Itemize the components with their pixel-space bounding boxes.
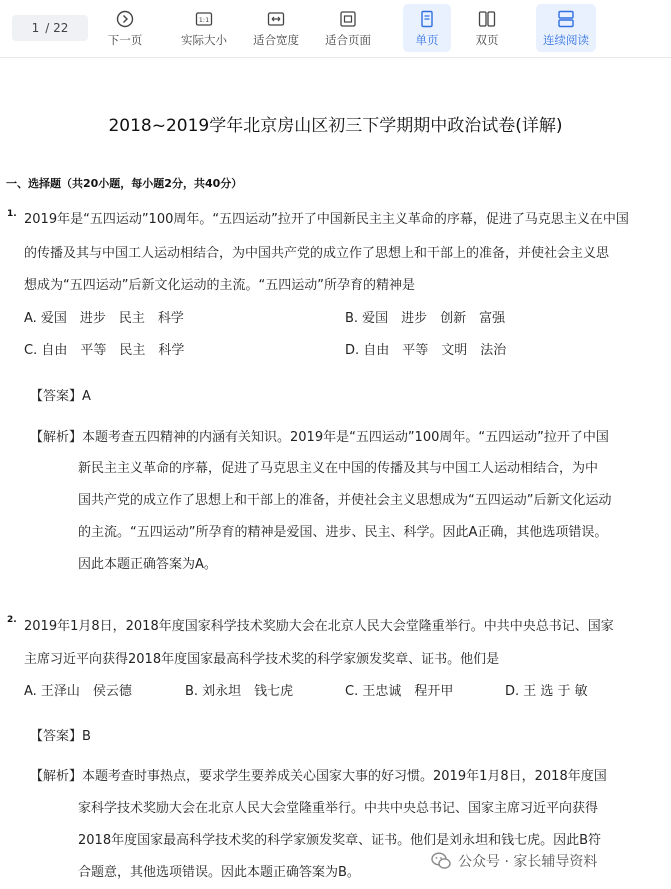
watermark-text: 公众号 · 家长辅导资料 — [458, 854, 598, 870]
continuous-read-label: 连续阅读 — [543, 33, 589, 47]
document-title: 2018~2019学年北京房山区初三下学期期中政治试卷(详解) — [108, 116, 563, 136]
next-page-icon — [115, 9, 135, 29]
continuous-read-icon — [556, 9, 576, 29]
single-page-icon — [417, 9, 437, 29]
svg-text:1:1: 1:1 — [198, 15, 210, 24]
option-c: C. 自由 平等 民主 科学 — [24, 343, 185, 358]
viewer-toolbar — [0, 0, 671, 58]
fit-page-icon — [338, 9, 358, 29]
page-indicator[interactable] — [12, 15, 88, 41]
analysis-line: 新民主主义革命的序幕，促进了马克思主义在中国的传播及其与中国工人运动相结合，为中 — [78, 461, 599, 476]
analysis-line: 因此本题正确答案为A。 — [78, 557, 217, 572]
continuous-read-button[interactable] — [536, 4, 596, 52]
next-page-label: 下一页 — [107, 33, 143, 47]
option-d: D. 王 选 于 敏 — [505, 684, 588, 699]
actual-size-icon — [194, 9, 214, 29]
option-c: C. 王忠诚 程开甲 — [345, 684, 454, 699]
option-b: B. 刘永坦 钱七虎 — [185, 684, 294, 699]
fit-width-button[interactable] — [246, 4, 306, 52]
analysis-line: 合题意，其他选项错误。因此本题正确答案为B。 — [78, 865, 360, 880]
answer-line: 【答案】A — [30, 389, 91, 404]
question-stem-line: 想成为“五四运动”后新文化运动的主流。“五四运动”所孕育的精神是 — [24, 278, 415, 293]
answer-line: 【答案】B — [30, 729, 91, 744]
wechat-watermark — [430, 848, 597, 874]
section-heading: 一、选择题（共20小题，每小题2分，共40分） — [6, 177, 243, 190]
question-number: 2. — [7, 615, 17, 625]
single-page-label: 单页 — [415, 33, 439, 47]
question-stem-line: 主席习近平向获得2018年度国家最高科学技术奖的科学家颁发奖章、证书。他们是 — [24, 652, 500, 667]
question-number: 1. — [7, 209, 17, 219]
fit-page-button[interactable] — [318, 4, 378, 52]
analysis-line: 2018年度国家最高科学技术奖的科学家颁发奖章、证书。他们是刘永坦和钱七虎。因此B符 — [78, 833, 602, 848]
current-page-input[interactable]: 1 — [31, 21, 40, 35]
option-a: A. 爱国 进步 民主 科学 — [24, 311, 184, 326]
question-stem-line: 2019年是“五四运动”100周年。“五四运动”拉开了中国新民主主义革命的序幕，促进了马克思主义在中国 — [24, 212, 629, 227]
actual-size-label: 实际大小 — [181, 33, 227, 47]
option-b: B. 爱国 进步 创新 富强 — [345, 311, 506, 326]
single-page-button[interactable] — [403, 4, 451, 52]
wechat-icon — [430, 850, 452, 872]
double-page-label: 双页 — [475, 33, 499, 47]
analysis-line: 国共产党的成立作了思想上和干部上的准备，并使社会主义思想成为“五四运动”后新文化运动 — [78, 493, 612, 508]
analysis-line: 家科学技术奖励大会在北京人民大会堂隆重举行。中共中央总书记、国家主席习近平向获得 — [78, 801, 599, 816]
analysis-line: 的主流。“五四运动”所孕育的精神是爱国、进步、民主、科学。因此A正确，其他选项错误。 — [78, 525, 608, 540]
double-page-icon — [477, 9, 497, 29]
fit-page-label: 适合页面 — [325, 33, 371, 47]
actual-size-button[interactable] — [174, 4, 234, 52]
double-page-button[interactable] — [463, 4, 511, 52]
option-d: D. 自由 平等 文明 法治 — [345, 343, 507, 358]
analysis-line: 【解析】本题考查五四精神的内涵有关知识。2019年是“五四运动”100周年。“五四运动”拉开了中国 — [30, 430, 609, 445]
total-pages: / 22 — [45, 21, 69, 35]
fit-width-label: 适合宽度 — [253, 33, 299, 47]
question-stem-line: 的传播及其与中国工人运动相结合，为中国共产党的成立作了思想上和干部上的准备，并使社会主义思 — [24, 246, 610, 261]
fit-width-icon — [266, 9, 286, 29]
next-page-button[interactable] — [100, 4, 150, 52]
question-stem-line: 2019年1月8日，2018年度国家科学技术奖励大会在北京人民大会堂隆重举行。中共中央总书记、国家 — [24, 619, 614, 634]
analysis-line: 【解析】本题考查时事热点，要求学生要养成关心国家大事的好习惯。2019年1月8日，2018年度国 — [30, 769, 607, 784]
option-a: A. 王泽山 侯云德 — [24, 684, 132, 699]
